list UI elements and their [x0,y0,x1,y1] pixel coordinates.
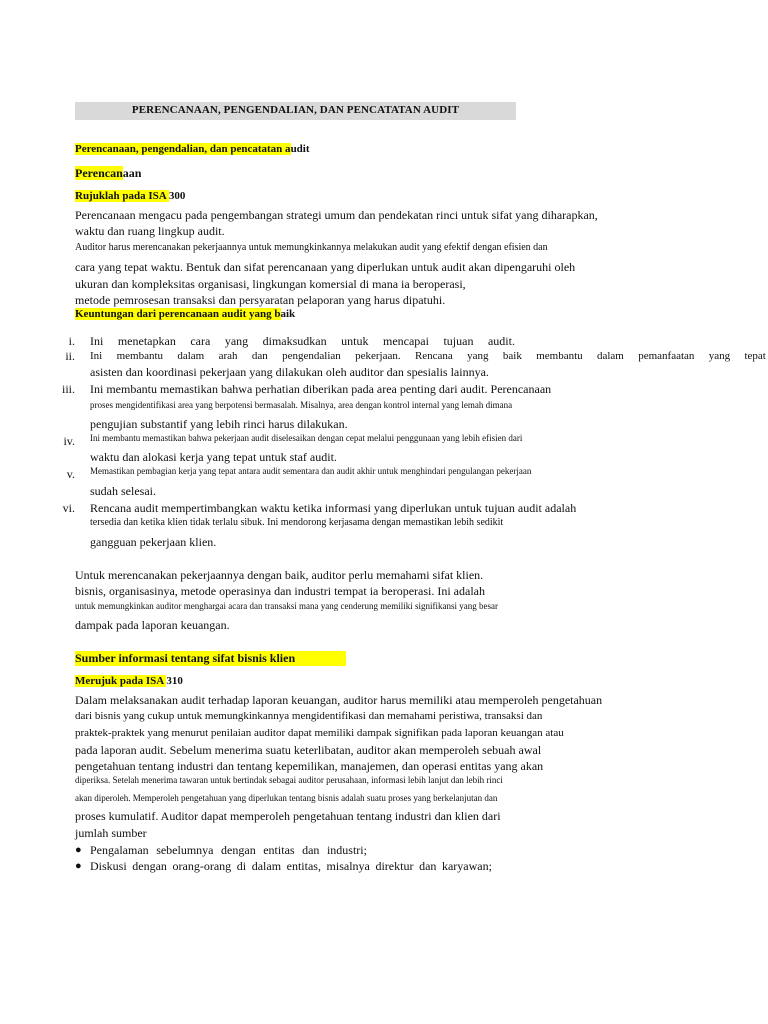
word: yang [708,350,731,362]
paragraph-line: pengetahuan tentang industri dan tentang kepemilikan, manajemen, dan operasi entitas yang akan [75,759,544,773]
list-item-line: Rencana audit mempertimbangkan waktu ketika informasi yang diperlukan untuk tujuan audit adalah [90,501,577,515]
paragraph-line: praktek-praktek yang menurut penilaian auditor dapat memiliki dampak signifikan pada laporan keuangan atau [75,727,564,739]
list-item-line: proses mengidentifikasi area yang berpotensi bermasalah. Misalnya, area dengan kontrol internal yang lemah dimana [90,400,513,410]
bullet-icon: ● [75,844,82,856]
list-item-line: gangguan pekerjaan klien. [90,535,217,549]
word: di [236,859,247,873]
section-heading-highlight: Perencanaan, pengendalian, dan pencatatan a [75,143,291,155]
word: dalam [177,350,205,362]
word: entitas [263,843,295,857]
word: pekerjaan. [355,350,401,362]
word: menetapkan [117,334,176,348]
word: dan [302,843,320,857]
word: sebelumnya [156,843,214,857]
word: untuk [341,334,369,348]
isa-reference-highlight: Rujuklah pada ISA [75,190,169,202]
isa-reference-number: 300 [168,190,186,202]
word: baik [502,350,522,362]
word: Pengalaman [90,843,149,857]
word: tepat [744,350,766,362]
paragraph-line: Auditor harus merencanakan pekerjaannya untuk memungkinkannya melakukan audit yang efektif dengan efisien dan [75,242,548,253]
paragraph-line: dari bisnis yang cukup untuk memungkinkannya mengidentifikasi dan memahami peristiwa, transaksi dan [75,710,543,722]
section-heading [75,143,310,155]
section-heading-rest: udit [290,143,310,155]
word: pengendalian [282,350,341,362]
list-item-line: tersedia dan ketika klien tidak terlalu sibuk. Ini mendorong kerjasama dengan memastikan lebih sedikit [90,517,504,528]
word: entitas, [286,859,321,873]
word: Ini [90,334,104,348]
bullet-icon: ● [75,860,82,872]
word: dengan [221,843,256,857]
word: cara [190,334,211,348]
word: tujuan [443,334,474,348]
paragraph-line: Perencanaan mengacu pada pengembangan strategi umum dan pendekatan rinci untuk sifat yang diharapkan, [75,208,598,222]
paragraph-line: cara yang tepat waktu. Bentuk dan sifat perencanaan yang diperlukan untuk audit akan dipengaruhi oleh [75,260,576,274]
list-item-line: asisten dan koordinasi pekerjaan yang dilakukan oleh auditor dan spesialis lainnya. [90,365,489,379]
isa-reference [75,190,185,202]
paragraph-line: Dalam melaksanakan audit terhadap laporan keuangan, auditor harus memiliki atau memperoleh pengetahuan [75,693,603,707]
word: dan [419,859,437,873]
word: karyawan; [441,859,492,873]
word: orang-orang [172,859,232,873]
list-number: ii. [65,349,75,363]
word: dan [251,350,268,362]
list-item-line [90,334,515,349]
word: membantu [116,350,164,362]
list-item-line: sudah selesai. [90,484,156,498]
subheading-highlight: Perencan [75,166,123,180]
paragraph-line: jumlah sumber [75,826,147,840]
paragraph-line: pada laporan audit. Sebelum menerima suatu keterlibatan, auditor akan memperoleh sebuah awal [75,743,542,757]
word: arah [218,350,238,362]
list-number: iii. [61,382,75,396]
paragraph-line: waktu dan ruang lingkup audit. [75,224,225,238]
word: dalam [596,350,624,362]
paragraph-line: bisnis, organisasinya, metode operasinya dan industri tempat ia beroperasi. Ini adalah [75,584,485,598]
subheading-perencanaan [75,166,141,181]
isa-reference-highlight: Merujuk pada ISA [75,675,167,687]
word: misalnya [326,859,370,873]
paragraph-line: Untuk merencanakan pekerjaannya dengan baik, auditor perlu memahami sifat klien. [75,568,484,582]
word: membantu [536,350,583,362]
benefits-heading-highlight: Keuntungan dari perencanaan audit yang b [75,308,281,320]
word: audit. [487,334,515,348]
paragraph-line: diperiksa. Setelah menerima tawaran untuk bertindak sebagai auditor perusahaan, informasi lebih lanjut dan lebih rinci [75,775,503,785]
word: Rencana [414,350,453,362]
list-number: iv. [63,434,75,448]
benefits-heading [75,308,295,320]
list-item-line: Ini membantu memastikan bahwa pekerjaan audit diselesaikan dengan cepat melalui penggunaan yang lebih efisien dari [90,433,523,443]
word: dimaksudkan [262,334,327,348]
subheading-rest: aan [122,166,142,180]
list-number: i. [68,334,75,348]
paragraph-line: proses kumulatif. Auditor dapat memperoleh pengetahuan tentang industri dan klien dari [75,809,501,823]
list-item-line: pengujian substantif yang lebih rinci harus dilakukan. [90,417,348,431]
word: dalam [251,859,282,873]
isa-reference-number: 310 [166,675,183,687]
document-title: PERENCANAAN, PENGENDALIAN, DAN PENCATATAN AUDIT [131,104,460,116]
list-number: v. [66,467,75,481]
list-item-line [90,350,766,362]
word: pemanfaatan [638,350,695,362]
paragraph-line: untuk memungkinkan auditor menghargai acara dan transaksi mana yang cenderung memiliki signifikansi yang besar [75,601,498,611]
paragraph-line: dampak pada laporan keuangan. [75,618,230,632]
word: mencapai [382,334,429,348]
word: yang [467,350,489,362]
benefits-heading-rest: aik [280,308,296,320]
word: yang [224,334,249,348]
list-number: vi. [62,501,75,515]
list-item-line: Ini membantu memastikan bahwa perhatian diberikan pada area penting dari audit. Perencanaan [90,382,552,396]
bullet-item [90,859,492,874]
paragraph-line: akan diperoleh. Memperoleh pengetahuan yang diperlukan tentang bisnis adalah suatu proses yang berkelanjutan dan [75,793,498,803]
paragraph-line: metode pemrosesan transaksi dan persyaratan pelaporan yang harus dipatuhi. [75,293,446,307]
word: direktur [375,859,414,873]
word: Ini [90,350,103,362]
sources-heading: Sumber informasi tentang sifat bisnis klien [75,651,346,666]
bullet-item [90,843,367,858]
paragraph-line: ukuran dan kompleksitas organisasi, lingkungan komersial di mana ia beroperasi, [75,277,466,291]
word: Diskusi [90,859,127,873]
word: industri; [326,843,367,857]
word: dengan [132,859,167,873]
list-item-line: waktu dan alokasi kerja yang tepat untuk staf audit. [90,450,337,464]
list-item-line: Memastikan pembagian kerja yang tepat antara audit sementara dan audit akhir untuk menghindari pengulangan pekerjaan [90,466,532,476]
isa-reference [75,675,183,687]
